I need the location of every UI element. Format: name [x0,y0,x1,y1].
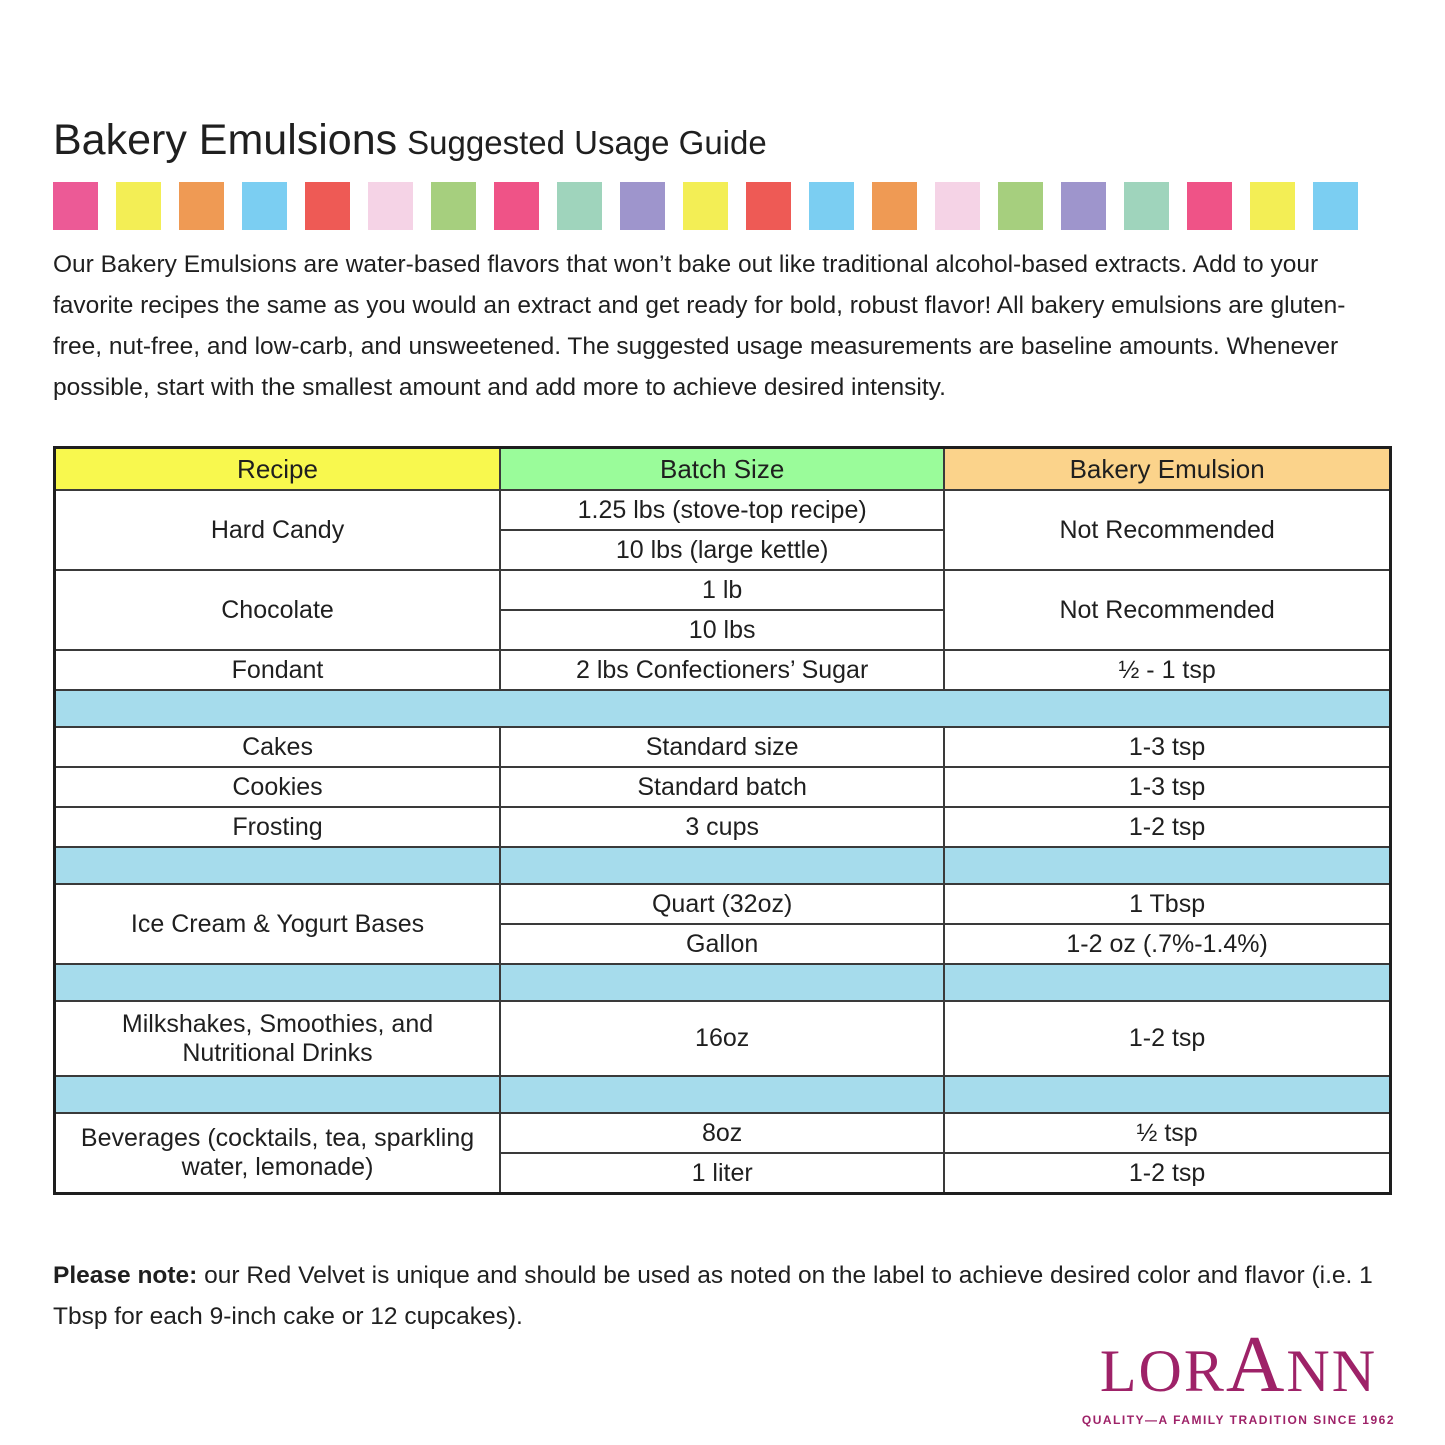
color-swatch [494,182,539,230]
header-cell-batch-size: Batch Size [500,448,944,491]
separator-row [55,1076,1391,1113]
color-swatch [1250,182,1295,230]
separator-cell [500,1076,944,1113]
cell-ice-cream-emulsion-1: 1 Tbsp [944,884,1390,924]
color-swatch [872,182,917,230]
color-swatch [998,182,1043,230]
lorann-wordmark [1082,1318,1395,1411]
cell-beverages-batch-2: 1 liter [500,1153,944,1194]
cell-beverages-emulsion-2: 1-2 tsp [944,1153,1390,1194]
color-swatch [1187,182,1232,230]
cell-milkshakes-emulsion: 1-2 tsp [944,1001,1390,1076]
color-swatch [746,182,791,230]
table-header-row [55,448,1391,491]
separator-cell [944,964,1390,1001]
table-row-beverages [55,1113,1391,1153]
separator-cell [944,847,1390,884]
cell-cakes-batch: Standard size [500,727,944,767]
table-row-fondant [55,650,1391,690]
cell-milkshakes-batch: 16oz [500,1001,944,1076]
color-swatch [683,182,728,230]
header-cell-bakery-emulsion: Bakery Emulsion [944,448,1390,491]
color-strip [53,182,1392,230]
cell-chocolate-emulsion: Not Recommended [944,570,1390,650]
table-row-cookies [55,767,1391,807]
color-swatch [53,182,98,230]
cell-cookies-emulsion: 1-3 tsp [944,767,1390,807]
cell-ice-cream-recipe: Ice Cream & Yogurt Bases [55,884,501,964]
table-row-frosting [55,807,1391,847]
cell-beverages-recipe: Beverages (cocktails, tea, sparkling water, lemonade) [55,1113,501,1194]
lorann-wordmark-a: A [1225,1319,1287,1409]
table-row-milkshakes [55,1001,1391,1076]
cell-ice-cream-batch-1: Quart (32oz) [500,884,944,924]
separator-cell [55,847,501,884]
cell-chocolate-recipe: Chocolate [55,570,501,650]
color-swatch [305,182,350,230]
table-row-hard-candy [55,490,1391,530]
color-swatch [935,182,980,230]
cell-chocolate-batch-1: 1 lb [500,570,944,610]
usage-table [53,446,1392,1195]
color-swatch [116,182,161,230]
cell-frosting-recipe: Frosting [55,807,501,847]
note-text: our Red Velvet is unique and should be used as noted on the label to achieve desired color and flavor (i.e. 1 Tbsp for each 9-inch cake or 12 cupcakes). [53,1262,1373,1330]
cell-frosting-emulsion: 1-2 tsp [944,807,1390,847]
intro-paragraph: Our Bakery Emulsions are water-based flavors that won’t bake out like traditional alcohol-based extracts. Add to your favorite recipes the same as you would an extract and get ready for bold, robust flavor! All bakery emulsions are gluten-free, nut-free, and low-carb, and unsweetened. The suggested usage measurements are baseline amounts. Whenever possible, start with the smallest amount and add more to achieve desired intensity. [53,251,1346,401]
table-row-cakes [55,727,1391,767]
note-label: Please note: [53,1262,198,1289]
color-swatch [1313,182,1358,230]
lorann-wordmark-right: NN [1286,1338,1378,1404]
cell-hard-candy-batch-2: 10 lbs (large kettle) [500,530,944,570]
page-title [53,0,1392,165]
cell-milkshakes-recipe: Milkshakes, Smoothies, and Nutritional Drinks [55,1001,501,1076]
cell-hard-candy-emulsion: Not Recommended [944,490,1390,570]
color-swatch [242,182,287,230]
separator-cell [55,690,1391,727]
color-swatch [1124,182,1169,230]
cell-cakes-recipe: Cakes [55,727,501,767]
separator-cell [55,1076,501,1113]
page-title-main: Bakery Emulsions [53,116,398,164]
separator-cell [500,847,944,884]
color-swatch [620,182,665,230]
cell-fondant-emulsion: ½ - 1 tsp [944,650,1390,690]
separator-cell [55,964,501,1001]
separator-row [55,964,1391,1001]
cell-beverages-batch-1: 8oz [500,1113,944,1153]
page-title-sub: Suggested Usage Guide [407,124,767,161]
lorann-wordmark-left: LOR [1099,1338,1226,1404]
color-swatch [368,182,413,230]
lorann-logo [1082,1318,1395,1427]
color-swatch [179,182,224,230]
cell-hard-candy-batch-1: 1.25 lbs (stove-top recipe) [500,490,944,530]
color-swatch [809,182,854,230]
table-row-chocolate [55,570,1391,610]
cell-cookies-batch: Standard batch [500,767,944,807]
cell-frosting-batch: 3 cups [500,807,944,847]
lorann-tagline: QUALITY—A FAMILY TRADITION SINCE 1962 [1081,1413,1395,1428]
table-row-ice-cream [55,884,1391,924]
cell-cookies-recipe: Cookies [55,767,501,807]
cell-fondant-batch: 2 lbs Confectioners’ Sugar [500,650,944,690]
cell-fondant-recipe: Fondant [55,650,501,690]
separator-row [55,847,1391,884]
cell-beverages-emulsion-1: ½ tsp [944,1113,1390,1153]
separator-row [55,690,1391,727]
color-swatch [431,182,476,230]
separator-cell [500,964,944,1001]
color-swatch [1061,182,1106,230]
cell-hard-candy-recipe: Hard Candy [55,490,501,570]
cell-ice-cream-batch-2: Gallon [500,924,944,964]
cell-cakes-emulsion: 1-3 tsp [944,727,1390,767]
separator-cell [944,1076,1390,1113]
cell-chocolate-batch-2: 10 lbs [500,610,944,650]
color-swatch [557,182,602,230]
header-cell-recipe: Recipe [55,448,501,491]
cell-ice-cream-emulsion-2: 1-2 oz (.7%-1.4%) [944,924,1390,964]
